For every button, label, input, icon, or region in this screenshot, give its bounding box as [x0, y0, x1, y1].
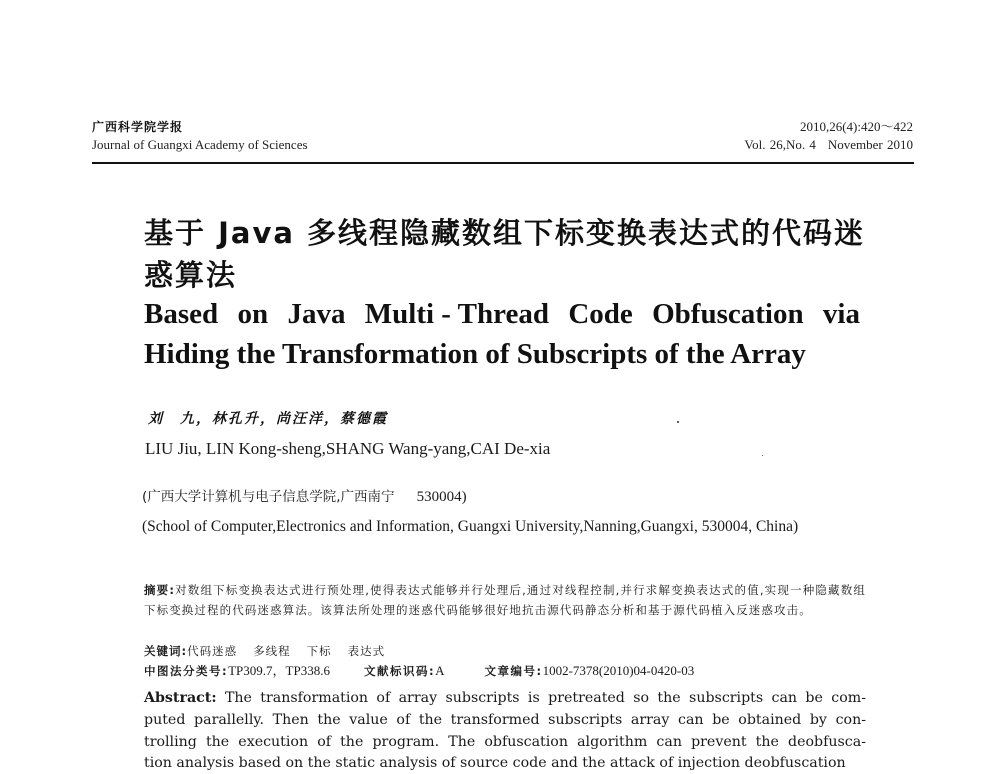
abstract-en-label: Abstract:: [144, 690, 217, 706]
keyword: 表达式: [347, 644, 386, 658]
keyword: 多线程: [253, 644, 291, 658]
title-word: Multi - Thread: [364, 298, 549, 330]
title-word: Code: [568, 298, 633, 330]
clc-label: 中图法分类号:: [144, 664, 229, 678]
title-word: Java: [287, 298, 346, 330]
title-en-line-1: [144, 294, 860, 334]
abstract-cn-text: 对数组下标变换表达式进行预处理,使得表达式能够并行处理后,通过对线程控制,并行求解变换表达式的值,实现一种隐藏数组下标变换过程的代码迷惑算法。该算法所处理的迷惑代码能够很好地抗击源代码静态分析和基于源代码植入反迷惑攻击。: [144, 583, 866, 617]
scan-speck: [762, 455, 763, 456]
title-word: Obfuscation: [652, 298, 804, 330]
citation: 2010,26(4):420～422: [799, 119, 913, 134]
abstract-en-partial-line: tion analysis based on the static analysis of source code and the attack of injection deobfuscation: [144, 755, 846, 771]
article-no-value: 1002-7378(2010)04-0420-03: [542, 663, 695, 678]
scan-speck: [677, 421, 679, 423]
issue-info: [744, 119, 913, 153]
abstract-cn: [144, 580, 866, 620]
abstract-en: [144, 687, 866, 753]
title-en: [144, 294, 864, 374]
abstract-en-line-3: trolling the execution of the program. The obfuscation algorithm can prevent the deobfusca-: [144, 734, 866, 750]
keyword: 代码迷惑: [187, 644, 238, 658]
authors-cn: 刘 九，林孔升，尚汪洋，蔡德霞: [148, 411, 388, 427]
authors-en: LIU Jiu, LIN Kong-sheng,SHANG Wang-yang,CAI De-xia: [145, 439, 551, 458]
keywords-label: 关键词:: [144, 644, 188, 658]
title-en-line-2: Hiding the Transformation of Subscripts of the Array: [144, 338, 806, 370]
title-word: on: [237, 298, 269, 330]
keyword: 下标: [306, 644, 332, 658]
abstract-en-text: The transformation of array subscripts is pretreated so the subscripts can be com-: [216, 690, 866, 706]
title-cn: 基于 Java 多线程隐藏数组下标变换表达式的代码迷惑算法: [144, 216, 866, 292]
affiliation-cn-text: (广西大学计算机与电子信息学院,广西南宁: [142, 489, 395, 505]
journal-name-en: Journal of Guangxi Academy of Sciences: [92, 137, 308, 152]
affiliation-cn-zip: 530004): [416, 489, 467, 505]
title-word: via: [822, 298, 860, 330]
volume-line: [744, 137, 913, 153]
keywords: [144, 642, 401, 660]
doc-code-label: 文献标识码:: [363, 664, 436, 678]
abstract-en-cutoff: [144, 752, 866, 771]
classification-line: [144, 662, 874, 680]
abstract-en-line-1: [144, 687, 866, 709]
article-no-label: 文章编号:: [484, 664, 543, 678]
affiliation-en: (School of Computer,Electronics and Information, Guangxi University,Nanning,Guangxi, 530004, China): [142, 518, 799, 535]
issue-date: November 2010: [827, 137, 913, 152]
journal-header: [92, 119, 308, 153]
doc-code-value: A: [435, 663, 445, 678]
volume-number: Vol. 26,No. 4: [744, 137, 816, 152]
abstract-cn-label: 摘要:: [144, 583, 176, 597]
clc-value: TP309.7，TP338.6: [228, 663, 330, 678]
journal-name-cn: 广西科学院学报: [92, 120, 184, 134]
title-word: Based: [144, 298, 219, 330]
affiliation-cn: [142, 487, 467, 507]
header-divider: [92, 162, 914, 164]
abstract-en-line-2: puted parallelly. Then the value of the transformed subscripts array can be obtained by con-: [144, 712, 866, 728]
